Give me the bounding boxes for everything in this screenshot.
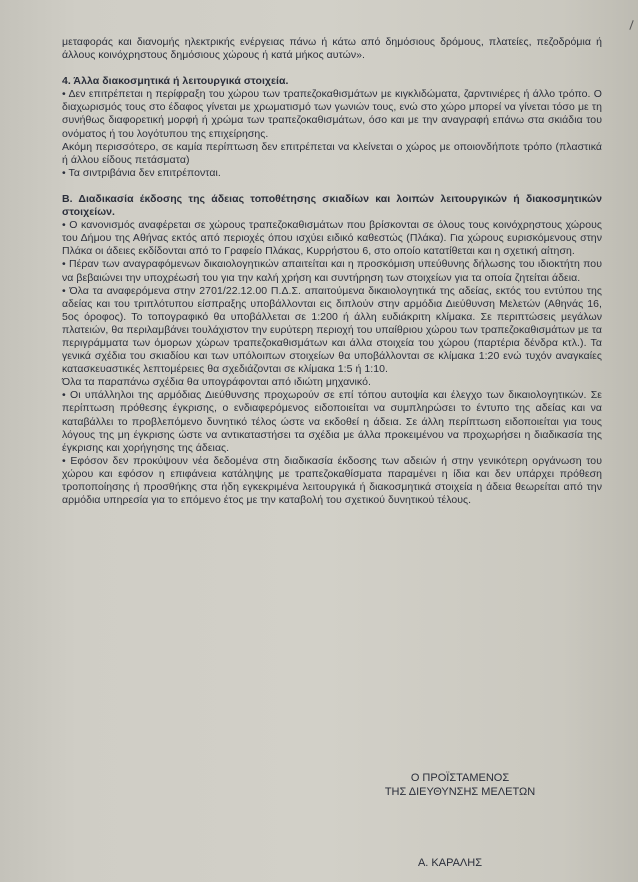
paragraph-intro: μεταφοράς και διανομής ηλεκτρικής ενέργειας πάνω ή κάτω από δημόσιους δρόμους, πλατείες, πεζοδρόμια ή άλλους κοινόχρηστους δημόσιους χώρους ή κατά μήκος αυτών». [62, 36, 602, 62]
paragraph-regulation-scope: • Ο κανονισμός αναφέρεται σε χώρους τραπεζοκαθισμάτων που βρίσκονται σε όλους τους κοινόχρηστους χώρους του Δήμου της Αθήνας εκτός από περιοχές όπου ισχύει ειδικό καθεστώς (Πλάκα). Για χώρους ευρισκόμενους στην Πλάκα οι άδειες εκδίδονται από το Γραφείο Πλάκας, Κυρρήστου 6, στο οποίο κατατίθεται και η σχετική αίτηση. [62, 219, 602, 258]
signature-title-1: Ο ΠΡΟΪΣΤΑΜΕΝΟΣ [410, 772, 510, 784]
paragraph-engineer: Όλα τα παραπάνω σχέδια θα υπογράφονται από ιδιώτη μηχανικό. [62, 376, 371, 389]
paragraph-renewal: • Εφόσον δεν προκύψουν νέα δεδομένα στη διαδικασία έκδοσης των αδειών ή στην γενικότερη οργάνωση του χώρου και εφόσον η επιφάνεια κατάληψης με τραπεζοκαθίσματα παραμένει η ίδια και δεν υπάρχει πρόθεση τροποποίησης ή προσθήκης στα ήδη εγκεκριμένα λειτουργικά ή διακοσμητικά στοιχεία η άδεια θεωρείται από την αρμόδια υπηρεσία για το επόμενο έτος με την καταβολή του σχετικού δυνητικού τέλους. [62, 454, 602, 507]
paragraph-fencing: • Δεν επιτρέπεται η περίφραξη του χώρου των τραπεζοκαθισμάτων με κιγκλιδώματα, ζαρντινιέρες ή άλλο τρόπο. Ο διαχωρισμός τους στο έδαφος γίνεται με χρωματισμό των γωνιών τους, ενώ στο χώρο μπορεί να γίνεται τόσο με τη συνήθως διαφορετική μορφή ή χρώμα των τραπεζοκαθισμάτων, όσο και με την αναγραφή επάνω στα σκιάδια του ονόματος ή του λογότυπου της επιχείρησης. [62, 88, 602, 140]
section-heading-b: Β. Διαδικασία έκδοσης της άδειας τοποθέτησης σκιαδίων και λοιπών λειτουργικών ή διακοσμητικών στοιχείων. [62, 192, 602, 219]
paragraph-inspection: • Οι υπάλληλοι της αρμόδιας Διεύθυνσης προχωρούν σε επί τόπου αυτοψία και έλεγχο των δικαιολογητικών. Σε περίπτωση πρόθεσης έγκρισης, ο ενδιαφερόμενος ειδοποιείται να συμπληρώσει το έντυπο της αδείας και να καταβάλλει το προβλεπόμενο δυνητικό τέλος ώστε να εκδοθεί η άδεια. Σε άλλη περίπτωση ειδοποιείται για τους λόγους της μη έγκρισης ώστε να αντικαταστήσει τα σχέδια με άλλα προκειμένου να προχωρήσει η διαδικασία της έγκρισης και χορήγησης της άδειας. [62, 389, 602, 454]
paragraph-closure: Ακόμη περισσότερο, σε καμία περίπτωση δεν επιτρέπεται να κλείνεται ο χώρος με οποιονδήποτε τρόπο (πλαστικά ή άλλου είδους πετάσματα) [62, 140, 602, 166]
signature-name: Α. ΚΑΡΑΛΗΣ [417, 857, 483, 869]
pen-mark [629, 20, 633, 30]
paragraph-declaration: • Πέραν των αναγραφόμενων δικαιολογητικών απαιτείται και η προσκόμιση υπεύθυνης δήλωσης του ιδιοκτήτη που να βεβαιώνει την υποχρέωσή του για την καλή χρήση και συντήρηση των στοιχείων για τα οποία ζητείται άδεια. [62, 258, 602, 284]
paragraph-fountains: • Τα σιντριβάνια δεν επιτρέπονται. [62, 166, 221, 179]
signature-title-2: ΤΗΣ ΔΙΕΥΘΥΝΣΗΣ ΜΕΛΕΤΩΝ [384, 786, 536, 798]
paragraph-documents: • Όλα τα αναφερόμενα στην 2701/22.12.00 Π.Δ.Σ. απαιτούμενα δικαιολογητικά της αδείας, εκτός του εντύπου της αδείας και του τριπλότυπου είσπραξης υποβάλλονται εις διπλούν στην αρμόδια Διεύθυνση Μελετών (Αθηνάς 16, 5ος όροφος). Το τοπογραφικό θα υποβάλλεται σε 1:200 ή άλλη ευδιάκριτη κλίμακα. Σε περιπτώσεις μεγάλων πλατειών, θα περιλαμβάνει τουλάχιστον την ευρύτερη περιοχή του υπαίθριου χώρου των τραπεζοκαθισμάτων με τα περιγράμματα των όμορων χώρων τραπεζοκαθισμάτων και άλλα στοιχεία του χώρου (παρτέρια δένδρα κτλ.). Τα γενικά σχέδια του σκιαδίου και των υπόλοιπων στοιχείων θα υποβάλλονται σε κλίμακα 1:20 ενώ τυχόν αναγκαίες κατασκευαστικές λεπτομέρειες θα σχεδιάζονται σε κλίμακα 1:5 ή 1:10. [62, 284, 602, 376]
document-body [62, 36, 602, 507]
section-heading-4: 4. Άλλα διακοσμητικά ή λειτουργικά στοιχεία. [62, 75, 289, 88]
